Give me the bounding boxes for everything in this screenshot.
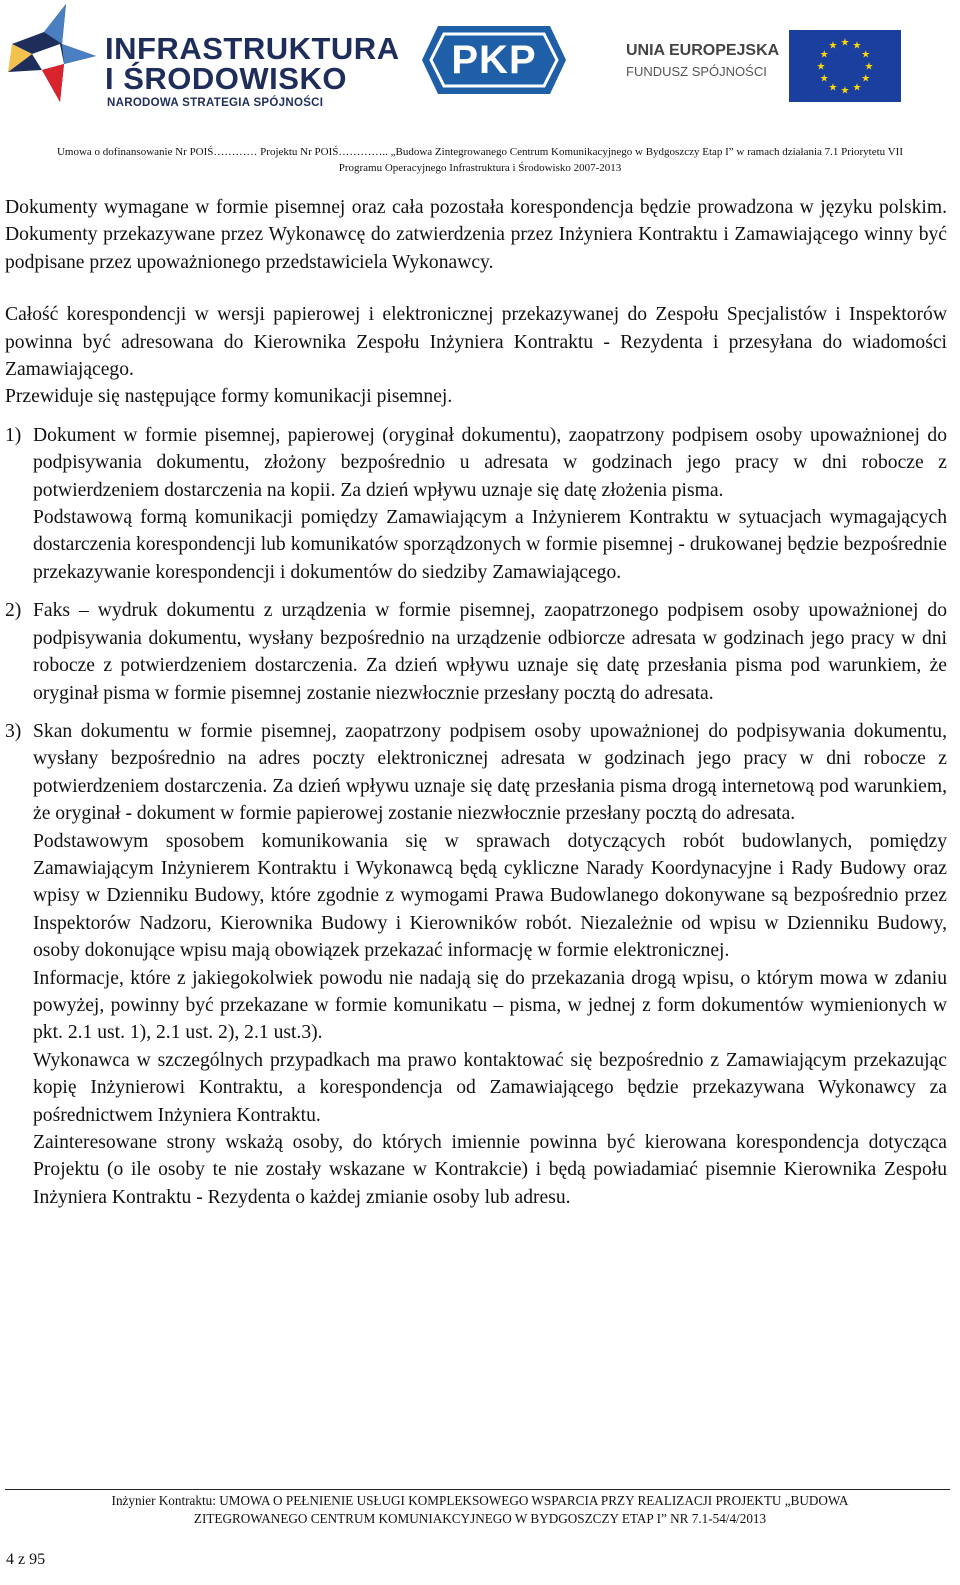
infrastruktura-title: INFRASTRUKTURA I ŚRODOWISKO [105,31,400,96]
paragraph-forms-intro: Przewiduje się następujące formy komunikacji pisemnej. [5,386,453,408]
paragraph-designated-persons: Zainteresowane strony wskażą osoby, do których imiennie powinna być kierowana korespondencja dotycząca Projektu (o ile osoby te nie zostały wskazane w Kontrakcie) i będą powiadamiać pisemnie Kierownika Zespołu Inżyniera Kontraktu - Rezydenta o każdej zmianie osoby lub adresu. [33,1132,947,1208]
header-line-2: Programu Operacyjnego Infrastruktura i Środowisko 2007-2013 [338,162,622,174]
eu-star-icon: ★ [828,82,838,94]
list-item-text: Dokument w formie pisemnej, papierowej (oryginał dokumentu), zaopatrzony podpisem osoby upoważnionej do podpisywania dokumentu, złożony bezpośrednio u adresata w godzinach jego pracy w dni robocze z potwierdzeniem dostarczenia na kopii. Za dzień wpływu uznaje się datę złożenia pisma. [33,424,947,501]
list-number: 2) [5,600,22,622]
list-number: 1) [5,424,22,446]
document-body [5,194,947,1211]
list-item-text: Faks – wydruk dokumentu z urządzenia w formie pisemnej, zaopatrzonego podpisem osoby upoważnionej do podpisywania dokumentu, wysłany bezpośrednio na urządzenie odbiorcze adresata w godzinach jego pracy w dni robocze z potwierdzeniem dostarczenia. Za dzień wpływu uznaje się datę przesłania pisma pod warunkiem, że oryginał pisma w formie pisemnej zostanie niezwłocznie przesłany pocztą do adresata. [33,600,947,704]
footer-divider [5,1489,950,1490]
list-item-text: Skan dokumentu w formie pisemnej, zaopatrzony podpisem osoby upoważnionej do podpisywania dokumentu, wysłany bezpośrednio na adres poczty elektronicznej adresata w godzinach jego pracy w dni robocze z potwierdzeniem dostarczenia. Za dzień wpływu uznaje się datę przesłania pisma drogą internetową pod warunkiem, że oryginał - dokument w formie papierowej zostanie niezwłocznie przesłany pocztą do adresata. [33,720,947,825]
pkp-logo [420,24,568,96]
eu-star-icon: ★ [840,85,850,97]
eu-star-icon: ★ [864,61,874,73]
list-item-1 [5,422,947,504]
eu-star-icon: ★ [819,73,829,85]
list-number: 3) [5,720,22,742]
paragraph-language: Dokumenty wymagane w formie pisemnej oraz cała pozostała korespondencja będzie prowadzona w języku polskim. Dokumenty przekazywane przez Wykonawcę do zatwierdzenia przez Inżyniera Kontraktu i Zamawiającego winny być podpisane przez upoważnionego przedstawiciela Wykonawcy. [5,197,947,273]
paragraph-basic-form: Podstawową formą komunikacji pomiędzy Zamawiającym a Inżynierem Kontraktu w sytuacjach wymagających dostarczenia korespondencji lub komunikatów sporządzonych w formie pisemnej - drukowanej będzie bezpośrednie przekazywanie korespondencji i dokumentów do siedziby Zamawiającego. [33,507,947,583]
footer [0,1492,960,1528]
infrastruktura-subtitle: NARODOWA STRATEGIA SPÓJNOŚCI [107,97,324,109]
pkp-text: PKP [451,38,537,82]
infrastruktura-logo [4,4,400,114]
eu-star-icon: ★ [819,49,829,61]
footer-line-2: ZITEGROWANEGO CENTRUM KOMUNIAKCYJNEGO W BYDGOSZCZY ETAP I” NR 7.1-54/4/2013 [193,1511,767,1526]
eu-star-icon: ★ [852,40,862,52]
eu-star-icon: ★ [852,82,862,94]
eu-flag-icon [789,30,901,102]
footer-line-1: Inżynier Kontraktu: UMOWA O PEŁNIENIE USŁUGI KOMPLEKSOWEGO WSPARCIA PRZY REALIZACJI PROJEKTU „BUDOWA [111,1493,849,1508]
eu-star-icon: ★ [840,37,850,49]
paragraph-construction-communication: Podstawowym sposobem komunikowania się w sprawach dotyczących robót budowlanych, pomiędzy Zamawiającym Inżynierem Kontraktu i Wykonawcą będą cykliczne Narady Koordynacyjne i Rady Budowy oraz wpisy w Dzienniku Budowy, które zgodnie z wymogami Prawa Budowlanego dokonywane są bezpośrednio przez Inspektorów Nadzoru, Kierownika Budowy i Kierowników robót. Niezależnie od wpisu w Dzienniku Budowy, osoby dokonujące wpisu mają obowiązek przekazać informację w formie elektronicznej. [33,830,947,962]
eu-title: UNIA EUROPEJSKA [626,42,780,59]
header-line-1: Umowa o dofinansowanie Nr POIŚ………… Projektu Nr POIŚ………….. „Budowa Zintegrowanego Centrum Komunikacyjnego w Bydgoszczy Etap I” w ramach działania 7.1 Priorytetu VII [56,146,904,158]
eu-star-icon: ★ [861,73,871,85]
grant-agreement-header [0,144,960,176]
list-item-2 [5,597,947,707]
eu-logo [626,30,906,100]
page-number: 4 z 95 [6,1551,46,1568]
paragraph-correspondence: Całość korespondencji w wersji papierowej i elektronicznej przekazywanej do Zespołu Specjalistów i Inspektorów powinna być adresowana do Kierownika Zespołu Inżyniera Kontraktu - Rezydenta i przesyłana do wiadomości Zamawiającego. [5,304,947,381]
logo-bar [0,0,960,132]
paragraph-other-information: Informacje, które z jakiegokolwiek powodu nie nadają się do przekazania drogą wpisu, o którym mowa w zdaniu powyżej, powinny być przekazane w formie komunikatu – pisma, w jednej z form dokumentów wymienionych w pkt. 2.1 ust. 1), 2.1 ust. 2), 2.1 ust.3). [33,967,947,1044]
list-item-3 [5,718,947,828]
star-emblem-icon [4,4,104,114]
eu-star-icon: ★ [816,61,826,73]
eu-star-icon: ★ [828,40,838,52]
paragraph-contractor-contact: Wykonawca w szczególnych przypadkach ma prawo kontaktować się bezpośrednio z Zamawiającym przekazując kopię Inżynierowi Kontraktu, a korespondencja od Zamawiającego będzie przekazywana Wykonawcy za pośrednictwem Inżyniera Kontraktu. [33,1049,947,1126]
eu-subtitle: FUNDUSZ SPÓJNOŚCI [626,64,767,79]
eu-star-icon: ★ [861,49,871,61]
